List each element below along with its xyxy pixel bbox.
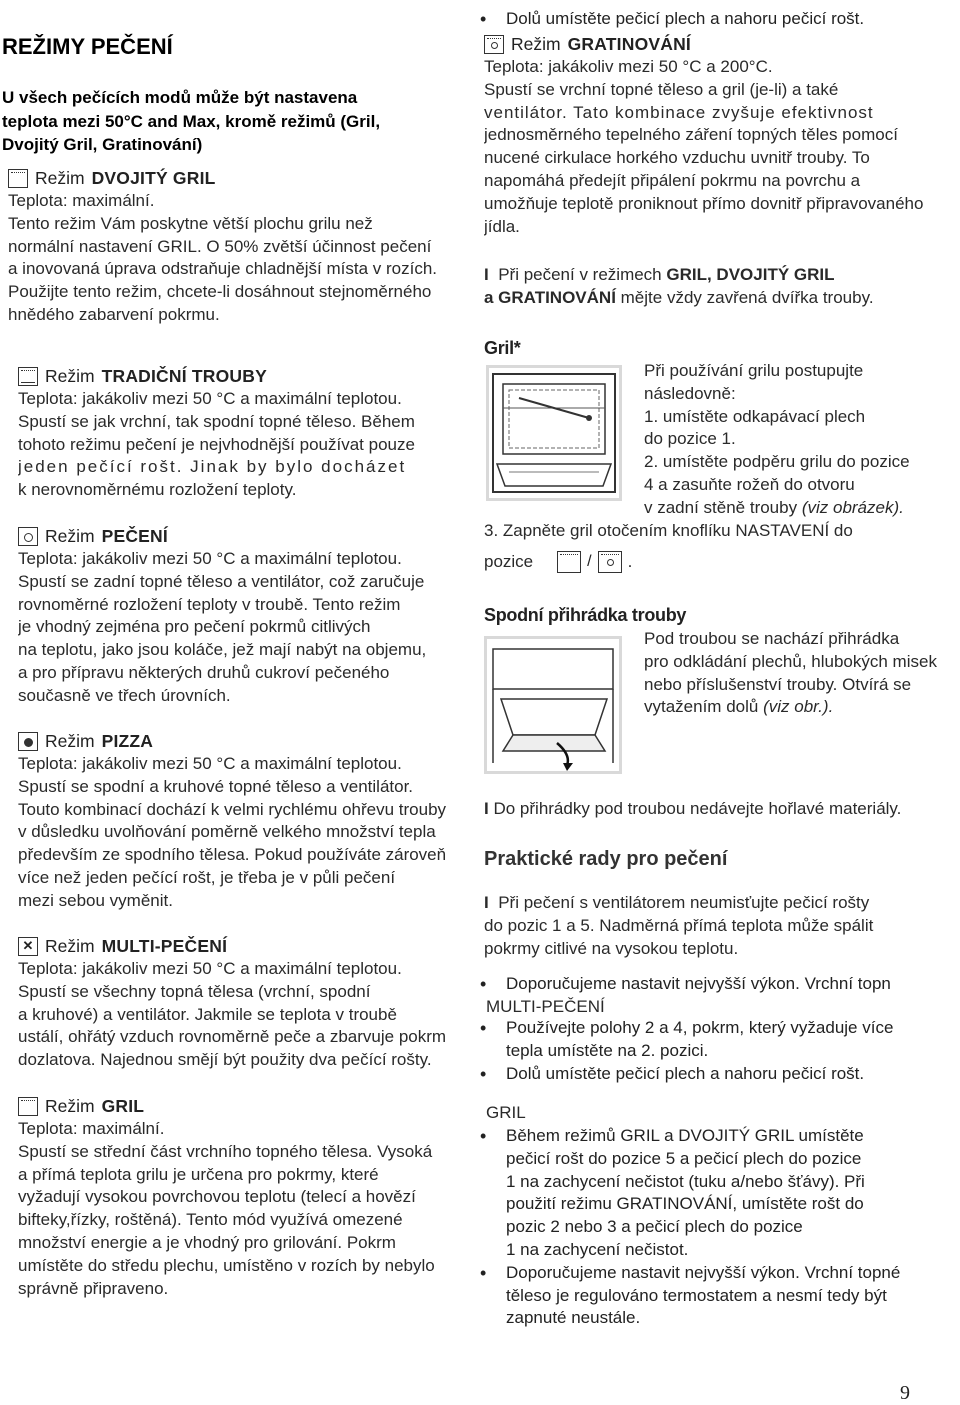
gril-instructions: Při používání grilu postupujte následovně: 1. umístěte odkapávací plech do pozice 1. 2. umístěte podpěru grilu do pozice 4 a zasuňte rožeň do otvoru v zadní stěně trouby (viz obrázek). — [644, 361, 910, 517]
page-title: REŽIMY PEČENÍ — [2, 34, 173, 59]
section-dvojity-gril: Režim DVOJITÝ GRIL Teplota: maximální. Tento režim Vám poskytne větší plochu grilu než normální nastavení GRIL. O 50% zvětší účinnost pečení a inovovaná úprava odstraňuje chladnější místa v rozích. Použijte tento režim, chcete-li dosáhnout stejnoměrného hnědého zabarvení pokrmu. — [8, 168, 438, 324]
note-no-flammable: I Do přihrádky pod troubou nedávejte hořlavé materiály. — [484, 799, 902, 818]
section-pizza: Režim PIZZA Teplota: jakákoliv mezi 50 °C a maximální teplotou. Spustí se spodní a kruhové topné těleso a ventilátor. Touto kombinací dochází k velmi rychlému ohřevu trouby v důsledku uvolňování poměrně velkého množství tepla především ze spodního tělesa. Pokud používáte zároveň více než jeden pečící rošt, je třeba je v půli pečení mezi sebou vyměnit. — [18, 731, 447, 910]
gril-bullets — [478, 1125, 960, 1335]
gril-pozice: pozice / . — [484, 548, 684, 576]
section-tradicni-trouby: Režim TRADIČNÍ TROUBY Teplota: jakákoliv mezi 50 °C a maximální teplotou. Spustí se jak vrchní, tak spodní topné těleso. Během tohoto režimu pečení je nejvhodnější používat pouze jeden pečící rošt. Jinak by bylo docházet k nerovnoměrnému rozložení teploty. — [18, 366, 415, 500]
list-item: • Během režimů GRIL a DVOJITÝ GRIL umístěte pečicí rošt do pozice 5 a pečicí plech do pozice 1 na zachycení nečistot (tuku a/nebo šťávy). Při použití režimu GRATINOVÁNÍ, umístěte rošt do pozic 2 nebo 3 a pečicí plech do pozice 1 na zachycení nečistot. — [478, 1125, 960, 1262]
prakticke-rady-heading: Praktické rady pro pečení — [484, 848, 728, 870]
conventional-oven-icon — [18, 367, 38, 386]
top-bullet: • Dolů umístěte pečicí plech a nahoru pečicí rošt. — [478, 8, 960, 34]
list-item: • Dolů umístěte pečicí plech a nahoru pečicí rošt. — [478, 1063, 960, 1086]
note-closed-door: I Při pečení v režimech GRIL, DVOJITÝ GRIL a GRATINOVÁNÍ mějte vždy zavřená dvířka trouby. — [484, 265, 874, 307]
spodni-prihradka-text: Pod troubou se nachází přihrádka pro odkládání plechů, hlubokých misek nebo příslušenství trouby. Otvírá se vytažením dolů (viz obr.). — [644, 629, 937, 717]
double-grill-icon — [557, 551, 581, 573]
gratin-icon — [598, 551, 622, 573]
multi-peceni-bullets — [478, 1017, 960, 1089]
grill-icon — [18, 1097, 38, 1116]
multi-peceni-label: MULTI-PEČENÍ — [486, 997, 605, 1016]
section-multi-peceni: ✕ Režim MULTI-PEČENÍ Teplota: jakákoliv mezi 50 °C a maximální teplotou. Spustí se všechny topná tělesa (vrchní, spodní a kruhové) a ventilátor. Jakmile se teplota v troubě ustálí, ohřátý vzduch rovnoměrně peče a zbarvuje pokrm dozlatova. Najednou smějí být použity dva pečící rošty. — [18, 936, 447, 1070]
spodni-prihradka-heading: Spodní přihrádka trouby — [484, 605, 687, 625]
storage-drawer-drawing — [487, 639, 619, 771]
gratin-icon — [484, 35, 504, 54]
intro-text: U všech pečících modů může být nastavena teplota mezi 50°C and Max, kromě režimů (Gril, Dvojitý Gril, Gratinování) — [2, 88, 381, 154]
fan-bake-icon — [18, 527, 38, 546]
rady-bullet-1: • Doporučujeme nastavit nejvyšší výkon. Vrchní topn — [478, 973, 960, 995]
rady-note: I Při pečení s ventilátorem neumisťujte pečicí rošty do pozic 1 a 5. Nadměrná přímá teplota může spálit pokrmy citlivé na vysokou teplotu. — [484, 893, 874, 958]
gril-heading: Gril* — [484, 338, 521, 358]
list-item: • Používejte polohy 2 a 4, pokrm, který vyžaduje více tepla umístěte na 2. pozici. — [478, 1017, 960, 1063]
double-grill-icon — [8, 169, 28, 188]
gril-step-3: 3. Zapněte gril otočením knoflíku NASTAVENÍ do — [484, 521, 853, 540]
multi-bake-icon: ✕ — [18, 937, 38, 956]
pizza-mode-icon — [18, 732, 38, 751]
section-gratinovani: Režim GRATINOVÁNÍ Teplota: jakákoliv mezi 50 °C a 200°C. Spustí se vrchní topné těleso a gril (je-li) a také ventilátor. Tato kombinace zvyšuje efektivnost jednosměrného tepelného záření topných těles pomocí nucené cirkulace horkého vzduchu uvnitř trouby. To napomáhá předejít připálení pokrmu na povrchu a umožňuje teplotě proniknout přímo dovnitř připravovaného jídla. — [484, 34, 924, 236]
section-gril: Režim GRIL Teplota: maximální. Spustí se střední část vrchního topného tělesa. Vysoká a přímá teplota grilu je určena pro pokrmy, které vyžadují vysokou povrchovou teplotu (telecí a hovězí bifteky,řízky, roštěná). Tento mód využívá omezené množství energie a je vhodný pro grilování. Pokrm umístěte do středu plechu, umístěno v rozích by nebylo správně připraveno. — [18, 1096, 435, 1298]
list-item: • Doporučujeme nastavit nejvyšší výkon. Vrchní topné těleso je regulováno termostatem a nesmí tedy být zapnuté neustále. — [478, 1262, 960, 1330]
oven-rotisserie-drawing — [489, 368, 619, 498]
gril-label: GRIL — [486, 1103, 526, 1122]
section-peceni: Režim PEČENÍ Teplota: jakákoliv mezi 50 °C a maximální teplotou. Spustí se zadní topné těleso a ventilátor, což zaručuje rovnoměrné rozložení teploty v troubě. Tento režim je vhodný zejména pro pečení pokrmů citlivých na teplotu, jako jsou koláče, jež mají nabýt na objemu, a pro přípravu některých druhů cukroví pečeného současně ve třech úrovních. — [18, 526, 427, 705]
storage-drawer-illustration — [484, 636, 622, 774]
oven-rotisserie-illustration — [486, 365, 622, 501]
page-number: 9 — [900, 1382, 910, 1404]
